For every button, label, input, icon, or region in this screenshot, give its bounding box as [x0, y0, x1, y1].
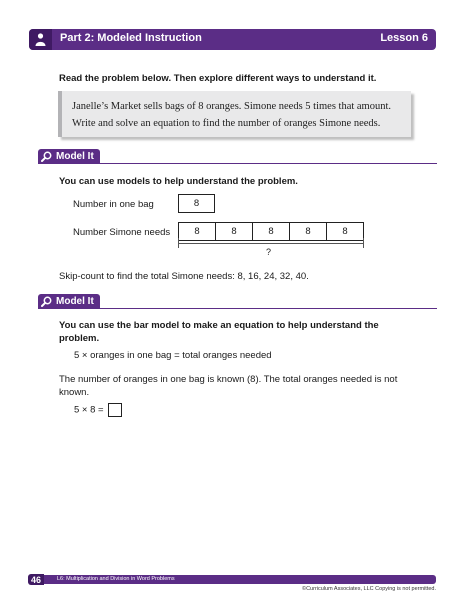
- lesson-header: [29, 29, 436, 50]
- model1-heading: You can use models to help understand the problem.: [59, 176, 298, 187]
- intro-instruction: Read the problem below. Then explore different ways to understand it.: [59, 73, 377, 84]
- bar-cell: 8: [252, 222, 290, 241]
- footer-lesson-title: L6: Multiplication and Division in Word Problems: [57, 576, 175, 582]
- bar-cell: 8: [326, 222, 364, 241]
- problem-text: [72, 98, 407, 132]
- model2-heading-line-1: You can use the bar model to make an equation to help understand the: [59, 320, 379, 331]
- known-line-2: known.: [59, 387, 90, 398]
- row-label-simone-needs: Number Simone needs: [73, 227, 171, 238]
- bar-cell-one-bag: 8: [178, 194, 215, 213]
- bar-cell: 8: [289, 222, 327, 241]
- equation-row: [74, 403, 122, 417]
- bar-cell: 8: [178, 222, 216, 241]
- word-equation: 5 × oranges in one bag = total oranges needed: [74, 350, 272, 361]
- model-it-label-2: Model It: [56, 296, 94, 307]
- known-line-1: The number of oranges in one bag is known (8). The total oranges needed is not: [59, 374, 398, 385]
- bar-cell: 8: [215, 222, 253, 241]
- model-it-header-2: [38, 294, 437, 309]
- model2-heading-line-2: problem.: [59, 333, 100, 344]
- problem-line-2: Write and solve an equation to find the number of oranges Simone needs.: [72, 118, 381, 129]
- known-statement: [59, 373, 397, 399]
- model2-heading: [59, 319, 379, 345]
- model-it-label-1: Model It: [56, 151, 94, 162]
- model-it-tab-1: [38, 149, 100, 164]
- magnifier-icon: [41, 296, 52, 307]
- equation: 5 × 8 =: [74, 404, 104, 416]
- answer-box[interactable]: [108, 403, 122, 417]
- person-icon: [29, 29, 52, 50]
- problem-line-1: Janelle’s Market sells bags of 8 oranges. Simone needs 5 times that amount.: [72, 101, 392, 112]
- skip-count-text: Skip-count to find the total Simone needs: 8, 16, 24, 32, 40.: [59, 271, 309, 282]
- unknown-total: ?: [266, 247, 272, 257]
- total-bracket: [178, 243, 364, 244]
- copyright-notice: ©Curriculum Associates, LLC Copying is not permitted.: [302, 586, 436, 592]
- problem-box: [58, 91, 411, 137]
- model-it-header-1: [38, 149, 437, 164]
- total-bracket-right: [363, 238, 364, 248]
- section-title: Part 2: Modeled Instruction: [60, 32, 202, 44]
- row-label-one-bag: Number in one bag: [73, 199, 154, 210]
- magnifier-icon: [41, 151, 52, 162]
- model-it-tab-2: [38, 294, 100, 309]
- lesson-number: Lesson 6: [380, 32, 428, 44]
- page-number: 46: [28, 574, 44, 585]
